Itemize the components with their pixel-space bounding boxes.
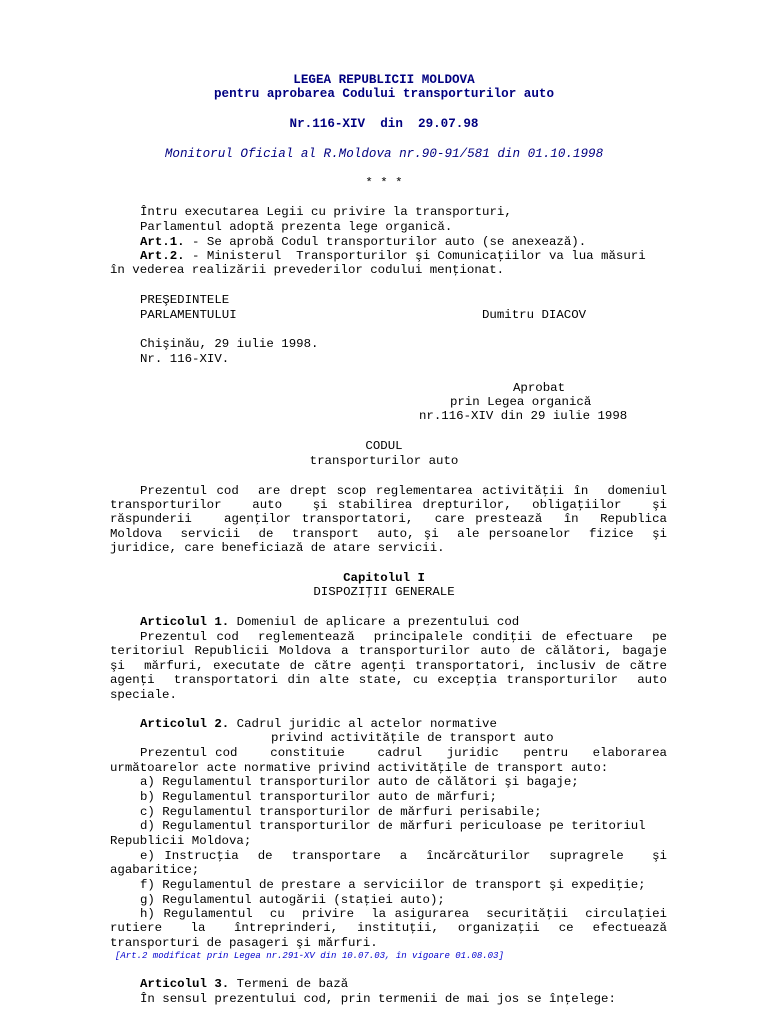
intro-line: răspunderii agenţilor transportatori, care prestează în Republica [110,512,667,526]
code-title: CODUL [365,439,403,453]
article1-title: Domeniul de aplicare a prezentului cod [229,615,520,629]
article1-line: teritoriul Republicii Moldova a transporturilor auto de călători, bagaje [110,644,667,658]
signature-name: Dumitru DIACOV [482,308,587,322]
signature-role: PREŞEDINTELE [140,293,230,307]
article2-item: rutiere la întreprinderi, instituţii, organizaţii ce efectuează [110,921,667,935]
monitor-reference: Monitorul Oficial al R.Moldova nr.90-91/581 din 01.10.1998 [164,147,604,161]
art1-text: - Se aprobă Codul transporturilor auto (se anexează). [184,235,587,249]
art1-label: Art.1. [140,235,185,249]
article2-item: e) Instrucţia de transportare a încărcăturilor supragrele şi [140,849,667,863]
signature-place-date: Chişinău, 29 iulie 1998. [140,337,319,351]
preamble-line: Întru executarea Legii cu privire la transporturi, [140,205,512,219]
intro-line: transporturilor auto şi stabilirea drepturilor, obligaţiilor şi [110,498,667,512]
article3-title: Termeni de bază [229,977,349,991]
signature-role: PARLAMENTULUI [140,308,237,322]
article2-item: agabaritice; [110,863,200,877]
article2-item: g) Regulamentul autogării (staţiei auto); [140,893,445,907]
article2-item: a) Regulamentul transporturilor auto de călători şi bagaje; [140,775,579,789]
article2-line: următoarelor acte normative privind activităţile de transport auto: [110,761,609,775]
approval-line: prin Legea organică [450,395,592,409]
article2-label: Articolul 2. [140,717,230,731]
amendment-note: [Art.2 modificat prin Legea nr.291-XV din 10.07.03, în vigoare 01.08.03] [115,951,504,961]
art1-paragraph [140,235,586,249]
article2-item: d) Regulamentul transporturilor de mărfuri periculoase pe teritoriul [140,819,646,833]
separator-stars: * * * [365,176,403,190]
law-title: LEGEA REPUBLICII MOLDOVA [293,73,475,87]
chapter-label: Capitolul I [343,571,425,585]
article1-line: agenţi transportatori din alte state, cu excepţia transporturilor auto [110,673,667,687]
article1-label: Articolul 1. [140,615,230,629]
law-subtitle: pentru aprobarea Codului transporturilor auto [213,87,555,101]
article2-item: f) Regulamentul de prestare a serviciilor de transport şi expediţie; [140,878,646,892]
article2-item: b) Regulamentul transporturilor auto de mărfuri; [140,790,497,804]
signature-number: Nr. 116-XIV. [140,352,230,366]
intro-line: juridice, care beneficiază de atare servicii. [110,541,445,555]
article2-item: c) Regulamentul transporturilor de mărfuri perisabile; [140,805,542,819]
chapter-title: DISPOZIŢII GENERALE [313,585,455,599]
law-number: Nr.116-XIV din 29.07.98 [289,117,479,131]
article2-item: transporturi de pasageri şi mărfuri. [110,936,378,950]
article1-line: şi mărfuri, executate de către agenţi transportatori, inclusiv de către [110,659,667,673]
intro-line: Prezentul cod are drept scop reglementarea activităţii în domeniul [140,484,667,498]
article2-title-cont: privind activităţile de transport auto [271,731,554,745]
art2-label: Art.2. [140,249,185,263]
approval-line: Aprobat [513,381,566,395]
article3-line: În sensul prezentului cod, prin termenii de mai jos se înţelege: [140,992,616,1006]
code-subtitle: transporturilor auto [309,454,459,468]
article2-item: Republicii Moldova; [110,834,252,848]
intro-line: Moldova servicii de transport auto, şi ale persoanelor fizice şi [110,527,667,541]
article3-label: Articolul 3. [140,977,230,991]
article1-line: Prezentul cod reglementează principalele condiţii de efectuare pe [140,630,667,644]
article2-title: Cadrul juridic al actelor normative [229,717,497,731]
article1-line: speciale. [110,688,177,702]
preamble-line: Parlamentul adoptă prezenta lege organică. [140,220,453,234]
article2-heading [140,717,497,731]
approval-line: nr.116-XIV din 29 iulie 1998 [419,409,628,423]
article2-line: Prezentul cod constituie cadrul juridic pentru elaborarea [140,746,667,760]
article2-item: h) Regulamentul cu privire la asigurarea securităţii circulaţiei [140,907,667,921]
article1-heading [140,615,519,629]
art2-paragraph [140,249,646,263]
article3-heading [140,977,348,991]
art2-text: - Ministerul Transporturilor şi Comunicaţiilor va lua măsuri [184,249,646,263]
art2-continuation: în vederea realizării prevederilor codului menţionat. [110,263,505,277]
